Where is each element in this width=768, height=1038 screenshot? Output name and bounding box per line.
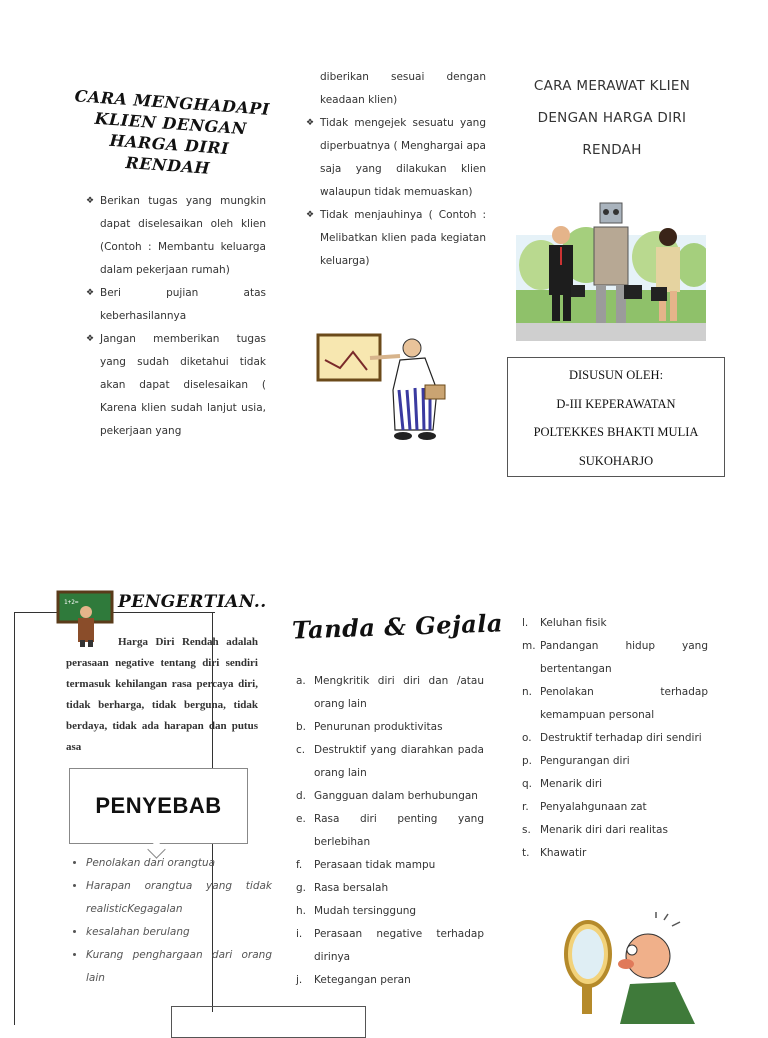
list-item: h. Mudah tersinggung [296,905,417,917]
cause-box [69,768,248,844]
tips-list-continued [306,112,486,273]
symptom-list [296,670,484,992]
cause-list [72,852,272,990]
list-item: i. Perasaan negative terhadap dirinya [296,928,484,963]
list-item: • Harapan orangtua yang tidak realisticKegagalan [86,875,272,921]
business-people-robot-illustration [516,195,706,345]
svg-text:1+2=: 1+2= [64,599,79,606]
list-item: q. Menarik diri [522,778,603,790]
list-item: c. Destruktif yang diarahkan pada orang lain [296,744,484,779]
list-item: d. Gangguan dalam berhubungan [296,790,478,802]
cause-heading: PENYEBAB [95,793,222,818]
cover-title: CARA MERAWAT KLIEN DENGAN HARGA DIRI RENDAH [533,78,691,158]
list-item: t. Khawatir [522,847,587,859]
man-looking-in-mirror-illustration [560,912,700,1024]
list-item: ❖ Tidak mengejek sesuatu yang diperbuatnya ( Menghargai apa saja yang dilakukan klien walaupun tidak memuaskan) [306,112,486,204]
bottom-box [171,1006,366,1038]
symptom-list-continued [522,612,708,865]
list-item: o. Destruktif terhadap diri sendiri [522,732,702,744]
list-item: m. Pandangan hidup yang bertentangan [522,640,708,675]
list-item: • kesalahan berulang [86,921,272,944]
list-item: f. Perasaan tidak mampu [296,859,436,871]
list-item: r. Penyalahgunaan zat [522,801,647,813]
section-heading-tanda-gejala: Tanda & Gejala [291,608,504,645]
list-item: ❖ Berikan tugas yang mungkin dapat diselesaikan oleh klien (Contoh : Membantu keluarga dalam pekerjaan rumah) [86,190,266,282]
list-item: l. Keluhan fisik [522,617,607,629]
page-title: CARA MENGHADAPI KLIEN DENGAN HARGA DIRI RENDAH [74,86,271,178]
teacher-at-board-illustration [315,330,450,445]
list-item: • Penolakan dari orangtua [86,852,272,875]
list-item: s. Menarik diri dari realitas [522,824,668,836]
list-item: a. Mengkritik diri diri dan /atau orang lain [296,675,484,710]
definition-paragraph: Harga Diri Rendah adalah perasaan negative tentang diri sendiri termasuk kehilangan rasa percaya diri, tidak berharga, tidak berguna, tidak berdaya, tidak ada harapan dan putus asa [66,636,258,753]
list-item: n. Penolakan terhadap kemampuan personal [522,686,708,721]
section-heading-pengertian: PENGERTIAN.. [118,592,267,612]
list-item: b. Penurunan produktivitas [296,721,443,733]
list-item: j. Ketegangan peran [296,974,411,986]
list-item: ❖ Jangan memberikan tugas yang sudah diketahui tidak akan dapat diselesaikan ( Karena klien sudah lanjut usia, pekerjaan yang [86,328,266,443]
author-box: DISUSUN OLEH: D-III KEPERAWATAN POLTEKKES BHAKTI MULIA SUKOHARJO [507,357,725,477]
list-item: g. Rasa bersalah [296,882,389,894]
continued-text: diberikan sesuai dengan keadaan klien) [320,71,486,106]
list-item: • Kurang penghargaan dari orang lain [86,944,272,990]
list-item: ❖ Beri pujian atas keberhasilannya [86,282,266,328]
list-item: e. Rasa diri penting yang berlebihan [296,813,484,848]
list-item: p. Pengurangan diri [522,755,630,767]
list-item: ❖ Tidak menjauhinya ( Contoh : Melibatkan klien pada kegiatan keluarga) [306,204,486,273]
tips-list [86,190,266,443]
